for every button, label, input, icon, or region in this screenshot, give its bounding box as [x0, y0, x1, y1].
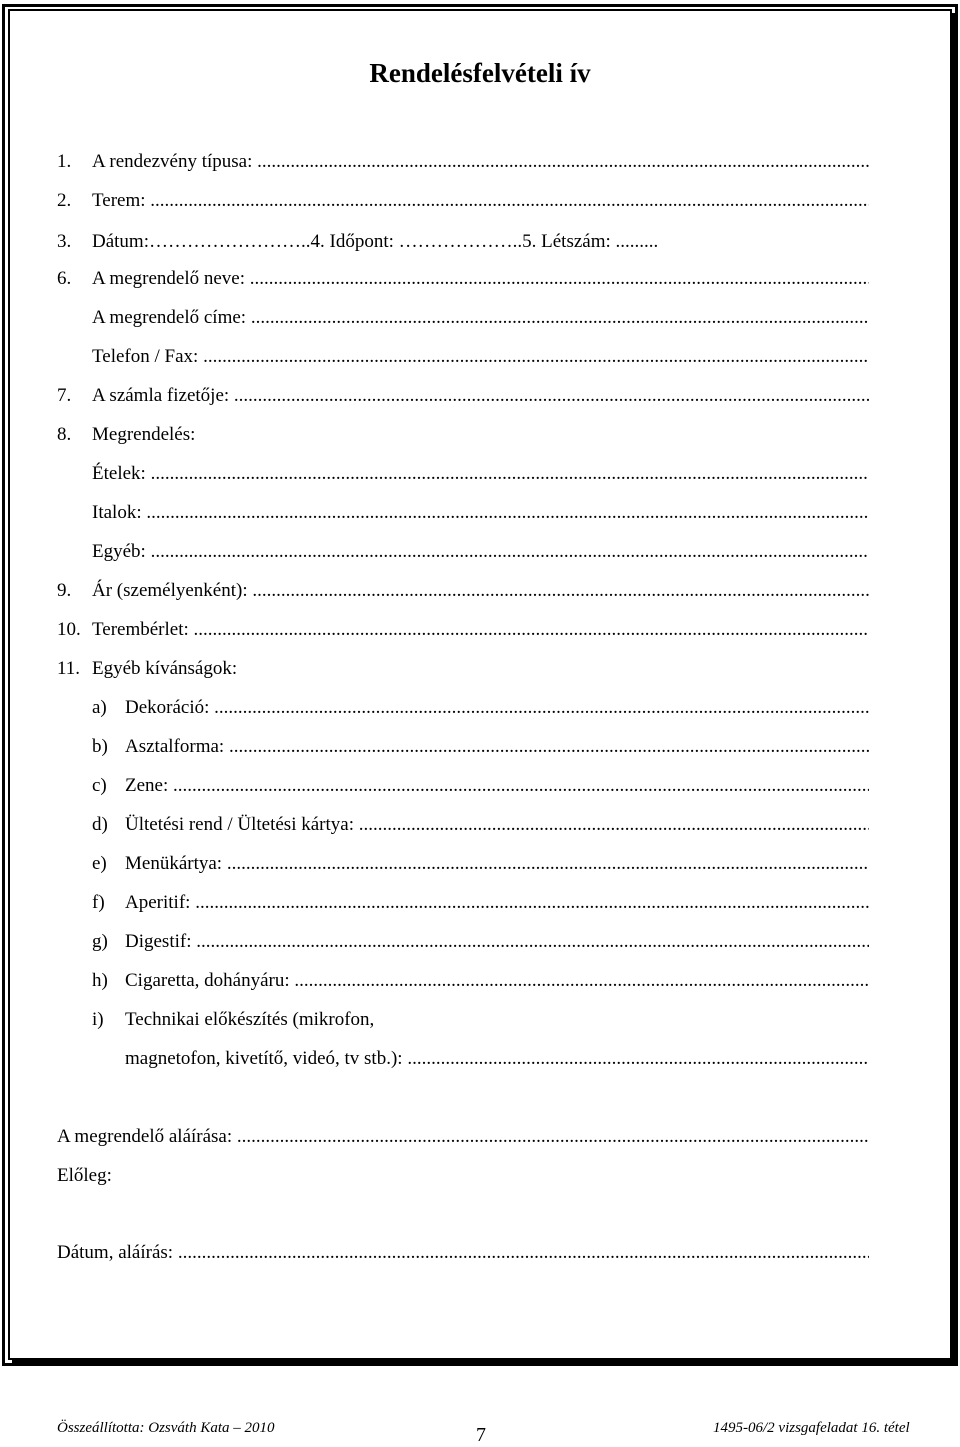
item-letter: i): [92, 1009, 104, 1030]
field-label: A megrendelő neve:: [92, 268, 250, 289]
fill-dots: [178, 1242, 869, 1263]
field-technical-prep-continued[interactable]: [125, 1046, 869, 1072]
field-room[interactable]: [57, 188, 869, 214]
field-label: Cigaretta, dohányáru:: [125, 970, 295, 991]
field-price-per-person[interactable]: [57, 578, 869, 604]
field-label: Terembérlet:: [92, 619, 194, 640]
field-room-rental[interactable]: [57, 617, 869, 643]
date-label: Dátum:: [92, 231, 149, 252]
field-label: Zene:: [125, 775, 174, 796]
page-number: 7: [476, 1424, 486, 1446]
field-label: Telefon / Fax:: [92, 346, 204, 367]
item-letter: c): [92, 775, 107, 796]
field-decoration[interactable]: [92, 695, 869, 721]
item-letter: a): [92, 697, 107, 718]
time-fill: ………………..: [398, 231, 523, 252]
fill-dots: [294, 970, 869, 991]
field-label: Menükártya:: [125, 853, 227, 874]
field-foods[interactable]: [92, 461, 869, 487]
field-menu-card[interactable]: [92, 851, 869, 877]
field-label: Dátum, aláírás:: [57, 1242, 178, 1263]
fill-dots: [252, 580, 869, 601]
fill-dots: [146, 502, 869, 523]
field-music[interactable]: [92, 773, 869, 799]
field-digestif[interactable]: [92, 929, 869, 955]
section-other-requests: [57, 656, 869, 682]
field-table-shape[interactable]: [92, 734, 869, 760]
item-letter: h): [92, 970, 108, 991]
footer-author: Összeállította: Ozsváth Kata – 2010: [57, 1420, 275, 1436]
field-phone-fax[interactable]: [92, 344, 869, 370]
fill-dots: [151, 541, 869, 562]
footer-exam-id: 1495-06/2 vizsgafeladat 16. tétel: [713, 1420, 910, 1436]
section-order: [57, 422, 869, 448]
item-number: 2.: [57, 190, 72, 211]
fill-dots: [229, 736, 869, 757]
date-fill: ……………………..: [149, 231, 311, 252]
fill-dots: [214, 697, 869, 718]
field-label: Ár (személyenként):: [92, 580, 253, 601]
field-label: Aperitif:: [125, 892, 196, 913]
field-drinks[interactable]: [92, 500, 869, 526]
fill-dots: [237, 1126, 869, 1147]
item-number: 10.: [57, 619, 81, 640]
field-label: A megrendelő aláírása:: [57, 1126, 237, 1147]
fill-dots: [195, 892, 869, 913]
fill-dots: [407, 1048, 869, 1069]
field-customer-address[interactable]: [92, 305, 869, 331]
field-label: Egyéb:: [92, 541, 151, 562]
field-label: Ültetési rend / Ültetési kártya:: [125, 814, 359, 835]
item-number: 8.: [57, 424, 72, 445]
item-letter: b): [92, 736, 108, 757]
field-label: Dekoráció:: [125, 697, 215, 718]
fill-dots: [151, 463, 869, 484]
field-seating-plan[interactable]: [92, 812, 869, 838]
field-label: Technikai előkészítés (mikrofon,: [125, 1009, 375, 1030]
item-number: 9.: [57, 580, 72, 601]
field-technical-prep: [92, 1007, 869, 1033]
field-aperitif[interactable]: [92, 890, 869, 916]
field-label: Ételek:: [92, 463, 151, 484]
field-label: A rendezvény típusa:: [92, 151, 258, 172]
item-number: 11.: [57, 658, 81, 679]
fill-dots: [173, 775, 869, 796]
field-tobacco[interactable]: [92, 968, 869, 994]
item-number: 7.: [57, 385, 72, 406]
fill-dots: [251, 307, 869, 328]
item-number: 3.: [57, 231, 72, 252]
fill-dots: [203, 346, 869, 367]
field-label: A megrendelő címe:: [92, 307, 251, 328]
item-letter: e): [92, 853, 107, 874]
fill-dots: [257, 151, 869, 172]
form-title: Rendelésfelvételi ív: [369, 58, 591, 88]
field-customer-signature[interactable]: [57, 1124, 869, 1150]
fill-dots: [359, 814, 869, 835]
field-label: Asztalforma:: [125, 736, 229, 757]
section-label: Egyéb kívánságok:: [92, 658, 238, 679]
field-label: A számla fizetője:: [92, 385, 234, 406]
field-label: Italok:: [92, 502, 147, 523]
fill-dots: [196, 931, 869, 952]
item-letter: g): [92, 931, 108, 952]
time-label: 4. Időpont:: [310, 231, 399, 252]
field-label: Terem:: [92, 190, 151, 211]
fill-dots: [250, 268, 869, 289]
fill-dots: [227, 853, 869, 874]
field-other[interactable]: [92, 539, 869, 565]
headcount-fill: .........: [615, 231, 659, 252]
field-label: Digestif:: [125, 931, 197, 952]
item-number: 6.: [57, 268, 72, 289]
field-label: magnetofon, kivetítő, videó, tv stb.):: [125, 1048, 408, 1069]
headcount-label: 5. Létszám:: [522, 231, 616, 252]
section-label: Megrendelés:: [92, 424, 196, 445]
fill-dots: [194, 619, 869, 640]
item-letter: f): [92, 892, 105, 913]
field-invoice-payer[interactable]: [57, 383, 869, 409]
item-number: 1.: [57, 151, 72, 172]
field-event-type[interactable]: [57, 149, 869, 175]
fill-dots: [150, 190, 869, 211]
field-date-time-headcount[interactable]: [57, 229, 869, 255]
field-date-signature[interactable]: [57, 1240, 869, 1266]
item-letter: d): [92, 814, 108, 835]
field-customer-name[interactable]: [57, 266, 869, 292]
fill-dots: [234, 385, 869, 406]
field-deposit[interactable]: [57, 1163, 869, 1189]
field-label: Előleg:: [57, 1165, 112, 1186]
